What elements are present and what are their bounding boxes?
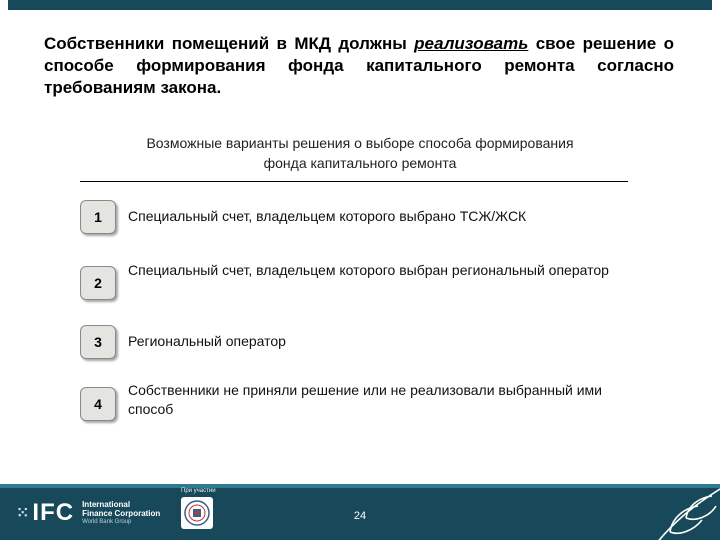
option-number-1: 1 — [80, 200, 116, 234]
headline-part1: Собственники помещений в МКД должны — [44, 34, 415, 53]
headline-part2: свое решение о способе формирования фонда капитального ремонта согласно требованиям закона. — [44, 34, 674, 97]
ifc-name-line2: Finance Corporation — [82, 508, 161, 518]
option-number-4: 4 — [80, 387, 116, 421]
option-text-1: Специальный счет, владельцем которого выбрано ТСЖ/ЖСК — [128, 208, 527, 224]
ifc-logo — [16, 500, 160, 526]
ifc-logo-text: IFC — [32, 499, 75, 526]
option-number-2: 2 — [80, 266, 116, 300]
ifc-dots-icon: ⁙ — [16, 505, 31, 522]
ifc-sub: World Bank Group — [82, 518, 132, 525]
slide-headline — [44, 33, 674, 99]
page-number: 24 — [353, 510, 367, 522]
leaf-decoration-icon — [640, 484, 720, 540]
option-text-4: Собственники не приняли решение или не реализовали выбранный ими способ — [128, 382, 602, 417]
top-bar-accent — [8, 0, 712, 10]
footer-bar — [0, 484, 720, 540]
partner-seal-icon — [181, 497, 213, 529]
option-text-3: Региональный оператор — [128, 333, 286, 349]
ifc-logo-name — [82, 500, 160, 527]
top-bar — [0, 0, 720, 14]
subtitle-line1: Возможные варианты решения о выборе способа формирования — [146, 135, 574, 151]
subtitle-line2: фонда капитального ремонта — [263, 155, 457, 171]
option-number-3: 3 — [80, 325, 116, 359]
partner-label: При участии — [181, 488, 216, 494]
options-subtitle — [80, 133, 640, 173]
headline-emphasis: реализовать — [414, 34, 529, 53]
ifc-name-line1: International — [82, 499, 131, 509]
option-text-2: Специальный счет, владельцем которого выбран региональный оператор — [128, 262, 609, 278]
footer-strip — [0, 484, 720, 488]
ifc-logo-mark — [16, 499, 74, 527]
subtitle-divider — [80, 181, 628, 182]
